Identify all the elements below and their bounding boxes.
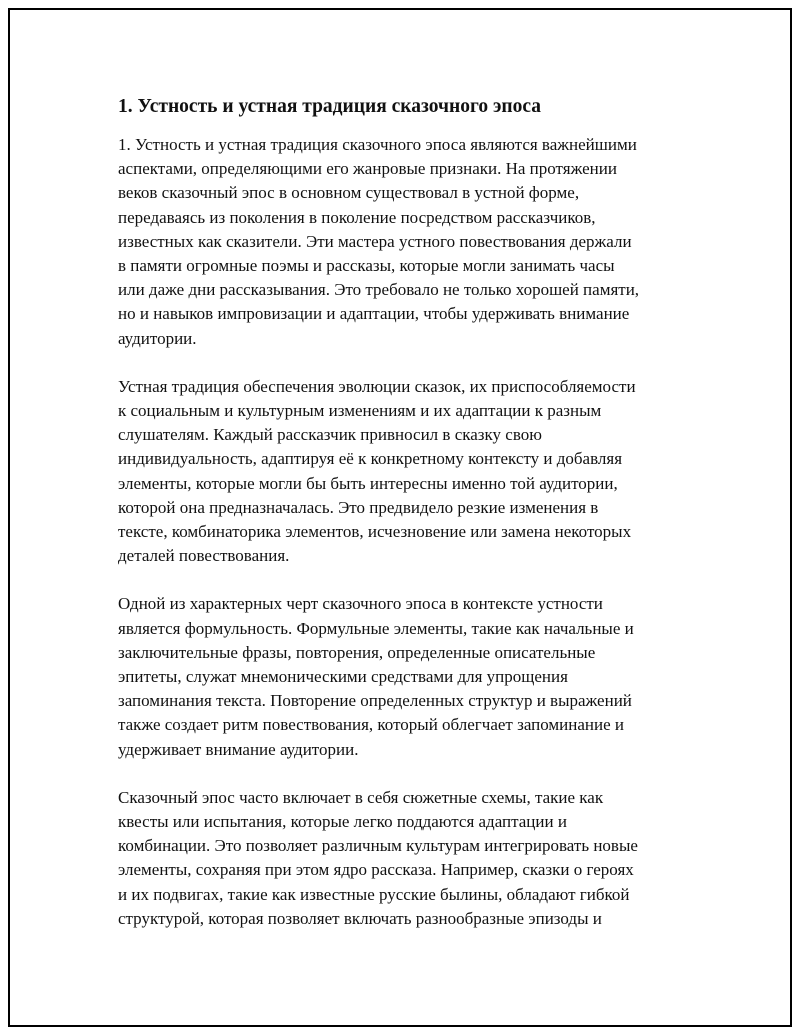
paragraph (118, 133, 692, 351)
text-line: удерживает внимание аудитории. (118, 739, 359, 759)
text-line: структурой, которая позволяет включать разнообразные эпизоды и (118, 908, 602, 928)
section-title: 1. Устность и устная традиция сказочного эпоса (118, 96, 542, 117)
paragraph (118, 786, 692, 931)
paragraph (118, 375, 692, 569)
text-line: веков сказочный эпос в основном существовал в устной форме, (118, 183, 580, 203)
text-line: к социальным и культурным изменениям и их адаптации к разным (118, 401, 602, 421)
text-line: элементы, сохраняя при этом ядро рассказа. Например, сказки о героях (118, 860, 634, 880)
text-line: Устная традиция обеспечения эволюции сказок, их приспособляемости (118, 376, 636, 396)
document-body (118, 95, 692, 955)
text-line: элементы, которые могли бы быть интересны именно той аудитории, (118, 473, 618, 493)
text-line: также создает ритм повествования, который облегчает запоминание и (118, 715, 624, 735)
text-line: и их подвигах, такие как известные русские былины, обладают гибкой (118, 884, 630, 904)
text-line: аспектами, определяющими его жанровые признаки. На протяжении (118, 159, 617, 179)
paragraph-list (118, 133, 692, 931)
text-line: известных как сказители. Эти мастера устного повествования держали (118, 231, 632, 251)
text-line: деталей повествования. (118, 546, 290, 566)
text-line: слушателям. Каждый рассказчик привносил в сказку свою (118, 425, 542, 445)
text-line: заключительные фразы, повторения, определенные описательные (118, 642, 596, 662)
text-line: запоминания текста. Повторение определенных структур и выражений (118, 691, 632, 711)
text-line: эпитеты, служат мнемоническими средствами для упрощения (118, 667, 568, 687)
text-line: индивидуальность, адаптируя её к конкретному контексту и добавляя (118, 449, 623, 469)
text-line: или даже дни рассказывания. Это требовало не только хорошей памяти, (118, 280, 640, 300)
text-line: квесты или испытания, которые легко поддаются адаптации и (118, 812, 567, 832)
text-line: но и навыков импровизации и адаптации, чтобы удерживать внимание (118, 304, 630, 324)
text-line: в памяти огромные поэмы и рассказы, которые могли занимать часы (118, 256, 615, 276)
text-line: является формульность. Формульные элементы, такие как начальные и (118, 618, 634, 638)
text-line: передаваясь из поколения в поколение посредством рассказчиков, (118, 207, 596, 227)
text-line: комбинации. Это позволяет различным культурам интегрировать новые (118, 836, 638, 856)
text-line: аудитории. (118, 328, 197, 348)
text-line: 1. Устность и устная традиция сказочного эпоса являются важнейшими (118, 135, 637, 154)
text-line: Сказочный эпос часто включает в себя сюжетные схемы, такие как (118, 787, 604, 807)
paragraph (118, 592, 692, 761)
text-line: которой она предназначалась. Это предвидело резкие изменения в (118, 497, 599, 517)
text-line: тексте, комбинаторика элементов, исчезновение или замена некоторых (118, 522, 632, 542)
text-line: Одной из характерных черт сказочного эпоса в контексте устности (118, 594, 603, 614)
